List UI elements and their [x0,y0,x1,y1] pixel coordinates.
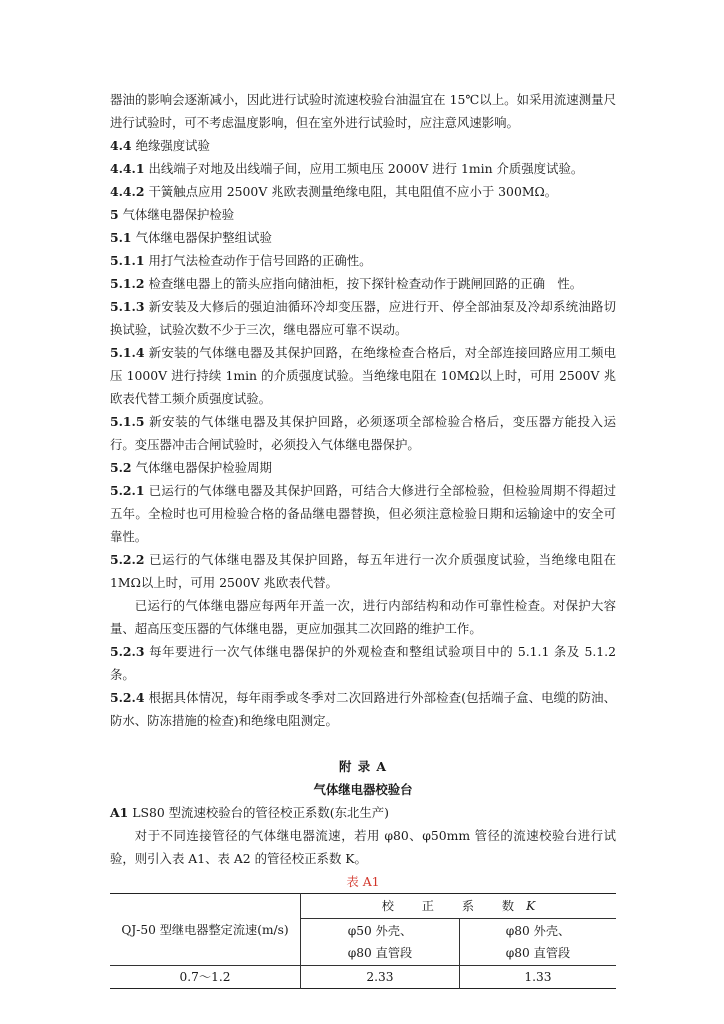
col-phi50-line2: φ80 直管段 [347,946,413,960]
speed-cell: 0.7～1.2 [110,966,301,989]
paragraph: 器油的影响会逐渐减小，因此进行试验时流速校验台油温宜在 15℃以上。如采用流速测量尺进行试验时，可不考虑温度影响，但在室外进行试验时，应注意风速影响。 [110,92,616,130]
paragraph: 5.1.3 新安装及大修后的强迫油循环冷却变压器，应进行开、停全部油泵及冷却系统油路切换试验，试验次数不少于三次，继电器应可靠不误动。 [110,299,616,337]
col-phi50-line1: φ50 外壳、 [347,924,413,938]
paragraph: 5.2.2 已运行的气体继电器及其保护回路，每五年进行一次介质强度试验，当绝缘电阻在 1MΩ以上时，可用 2500V 兆欧表代替。 [110,552,616,590]
paragraph: 5.2.1 已运行的气体继电器及其保护回路，可结合大修进行全部检验，但检验周期不得超过五年。全检时也可用检验合格的备品继电器替换，但必须注意检验日期和运输途中的安全可靠性。 [110,483,616,544]
col-phi80-line2: φ80 直管段 [505,946,571,960]
paragraph-list [110,88,616,732]
appendix-subtitle: 气体继电器校验台 [313,782,413,797]
value-cell: 1.33 [460,966,617,989]
table-caption: 表 A1 [346,874,380,889]
subsection-heading: 5.2 气体继电器保护检验周期 [110,460,272,475]
appendix-a1-text: LS80 型流速校验台的管径校正系数(东北生产) [132,805,389,820]
coefficient-variable: K [526,899,536,913]
value-cell: 2.33 [301,966,460,989]
paragraph: 已运行的气体继电器应每两年开盖一次，进行内部结构和动作可靠性检查。对保护大容量、超高压变压器的气体继电器，更应加强其二次回路的维护工作。 [110,598,616,636]
col-phi80-header [460,919,617,966]
table-header-row [110,894,616,919]
paragraph: 4.4.1 出线端子对地及出线端子间，应用工频电压 2000V 进行 1min 介质强度试验。 [110,161,584,176]
coefficient-header-text: 校 正 系 数 [381,899,527,913]
paragraph: 4.4 绝缘强度试验 [110,138,210,153]
table-row [110,966,616,989]
document-page [110,88,616,989]
calibration-table [110,893,616,989]
paragraph: 5.2.3 每年要进行一次气体继电器保护的外观检查和整组试验项目中的 5.1.1 条及 5.1.2 条。 [110,644,616,682]
speed-header-cell [110,894,301,966]
speed-header-text: QJ-50 型继电器整定流速(m/s) [121,922,289,937]
section-heading: 5 气体继电器保护检验 [110,207,235,222]
subsection-heading: 5.1 气体继电器保护整组试验 [110,230,272,245]
paragraph: 5.1.2 检查继电器上的箭头应指向储油柜，按下探针检查动作于跳闸回路的正确 性。 [110,276,583,291]
coefficient-header-cell [301,894,617,919]
appendix-a1-number: A1 [110,805,129,820]
paragraph: 5.1.4 新安装的气体继电器及其保护回路，在绝缘检查合格后，对全部连接回路应用工频电压 1000V 进行持续 1min 的介质强度试验。当绝缘电阻在 10MΩ以上时，可用 2500V 兆欧表代替工频介质强度试验。 [110,345,616,406]
paragraph: 5.1.1 用打气法检查动作于信号回路的正确性。 [110,253,372,268]
appendix-a1-heading [110,801,616,824]
paragraph: 4.4.2 干簧触点应用 2500V 兆欧表测量绝缘电阻，其电阻值不应小于 300MΩ。 [110,184,558,199]
paragraph: 5.1.5 新安装的气体继电器及其保护回路，必须逐项全部检验合格后，变压器方能投入运行。变压器冲击合闸试验时，必须投入气体继电器保护。 [110,414,616,452]
appendix-title: 附 录 A [338,759,388,774]
appendix-intro: 对于不同连接管径的气体继电器流速，若用 φ80、φ50mm 管径的流速校验台进行试验，则引入表 A1、表 A2 的管径校正系数 K。 [110,828,616,866]
col-phi80-line1: φ80 外壳、 [505,924,571,938]
paragraph: 5.2.4 根据具体情况，每年雨季或冬季对二次回路进行外部检查(包括端子盒、电缆的防油、防水、防冻措施的检查)和绝缘电阻测定。 [110,690,616,728]
col-phi50-header [301,919,460,966]
